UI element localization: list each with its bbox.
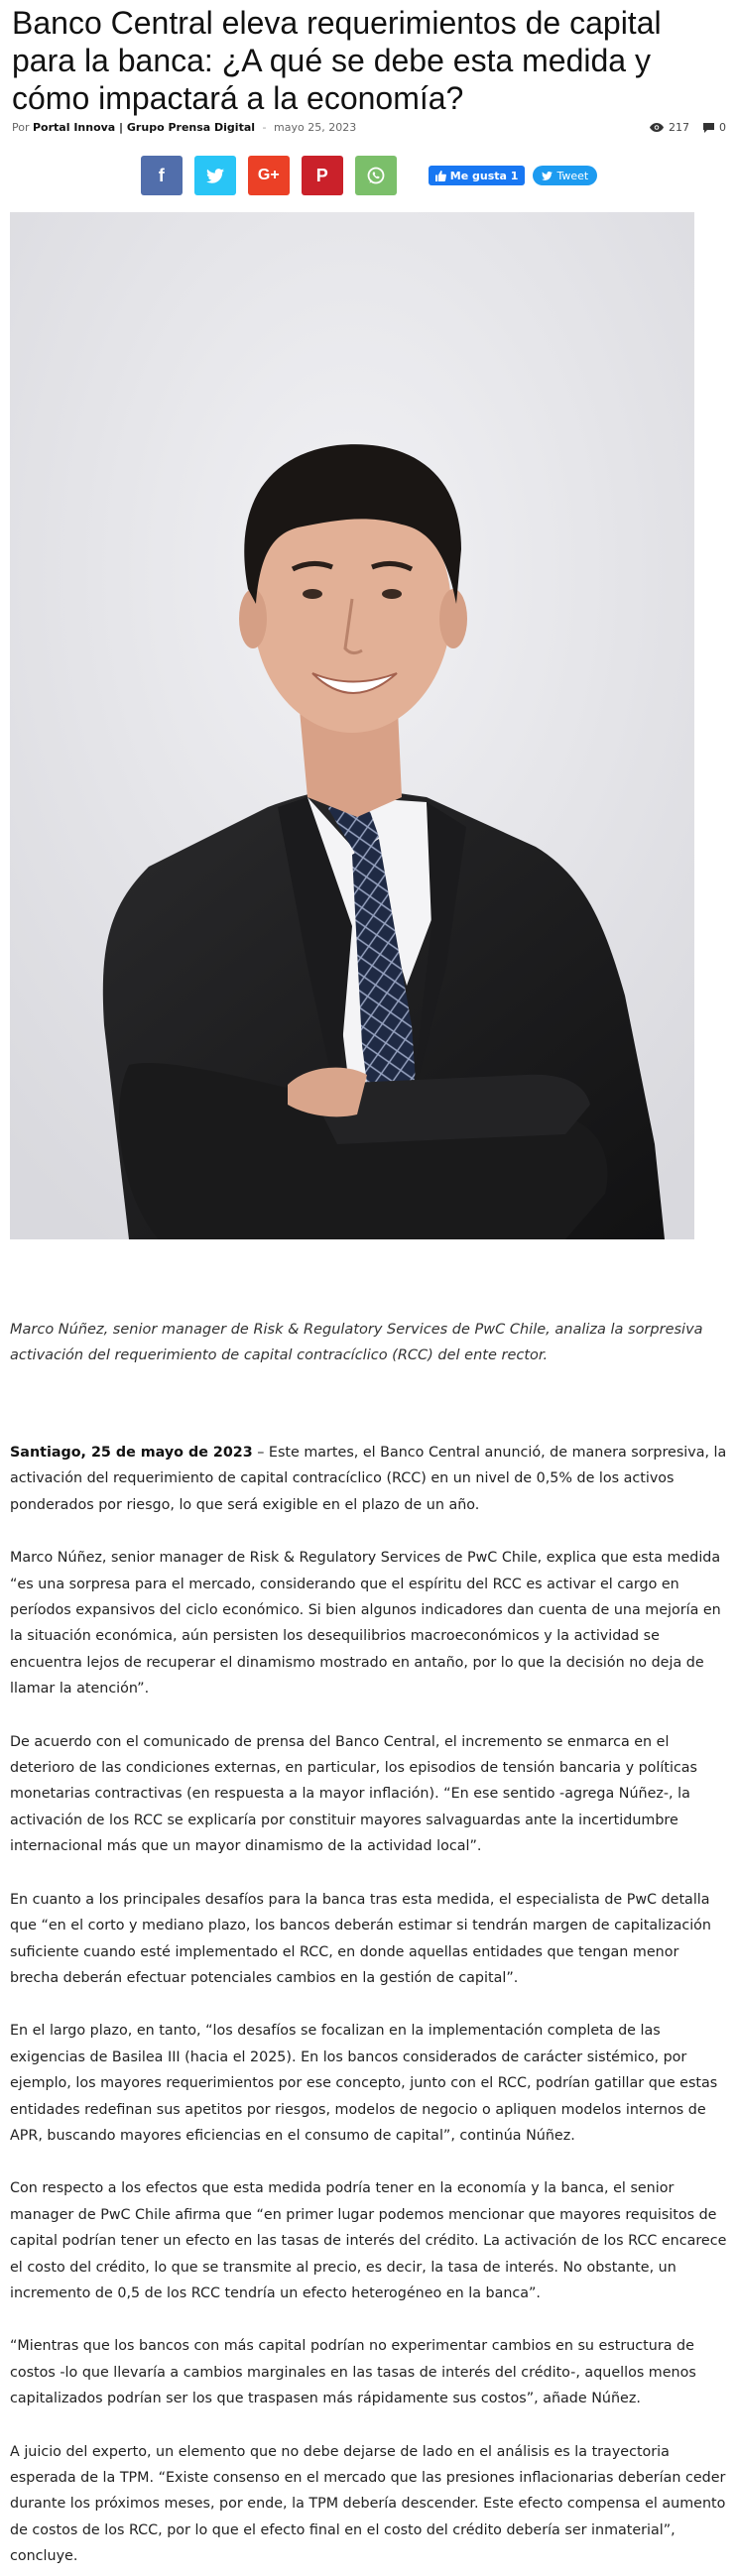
twitter-icon: [206, 169, 224, 183]
facebook-icon: f: [158, 165, 165, 185]
paragraph-3: De acuerdo con el comunicado de prensa del Banco Central, el incremento se enmarca en el deterioro de las condiciones externas, en particular, los episodios de tensión bancaria y políticas monetarias contractivas (en respuesta a la mayor inflación). “En ese sentido -agrega Núñez-, la activación de los RCC se explicaría por constituir mayores salvaguardas ante la incertidumbre internacional más que un mayor dinamismo de la actividad local”.: [10, 1733, 698, 1855]
by-label: Por: [12, 121, 30, 134]
google-plus-icon: G+: [257, 167, 280, 183]
views-counter: [650, 121, 689, 134]
like-label: Me gusta 1: [449, 169, 519, 182]
share-twitter-button[interactable]: [194, 156, 236, 195]
share-facebook-button[interactable]: [141, 156, 183, 195]
article-body: [10, 1440, 729, 2576]
paragraph-4: En cuanto a los principales desafíos para la banca tras esta medida, el especialista de PwC detalla que “en el corto y mediano plazo, los bancos deberán estimar si tendrán margen de capitalización suficiente cuando esté implementado el RCC, en donde aquellas entidades que tengan menor brecha deberán efectuar potenciales cambios en la gestión de capital”.: [10, 1891, 711, 1986]
facebook-like-button[interactable]: [429, 166, 526, 185]
eye-icon: [650, 123, 664, 132]
comment-icon: [703, 123, 714, 133]
portrait-image: [10, 212, 694, 1239]
paragraph-7: “Mientras que los bancos con más capital podrían no experimentar cambios en su estructura de costos -lo que llevaría a cambios marginales en las tasas de interés del crédito-, aquellos menos capitalizados podrían ser los que traspasen más rápidamente sus costos”, añade Núñez.: [10, 2338, 696, 2407]
paragraph-1-text: – Este martes, el Banco Central anunció, de manera sorpresiva, la activación del requerimiento de capital contracíclico (RCC) en un nivel de 0,5% de los activos ponderados por riesgo, lo que será exigible en el plazo de un año.: [10, 1445, 727, 1513]
article-meta: [12, 121, 726, 137]
share-bar: [0, 154, 738, 197]
dateline: Santiago, 25 de mayo de 2023: [10, 1445, 253, 1461]
thumbs-up-icon: [435, 171, 446, 181]
paragraph-8: A juicio del experto, un elemento que no debe dejarse de lado en el análisis es la trayectoria esperada de la TPM. “Existe consenso en el mercado que las presiones inflacionarias deberían ceder durante los próximos meses, por ende, la TPM debería descender. Este efecto compensa el aumento de costos de los RCC, por lo que el efecto final en el costo del crédito debería ser inmaterial”, concluye.: [10, 2443, 726, 2565]
paragraph-2: Marco Núñez, senior manager de Risk & Regulatory Services de PwC Chile, explica que esta medida “es una sorpresa para el mercado, considerando que el espíritu del RCC es activar el cargo en períodos expansivos del ciclo económico. Si bien algunos indicadores dan cuenta de una mejoría en la situación económica, aún persisten los desequilibrios macroeconómicos y la actividad se encuentra lejos de recuperar el dinamismo mostrado en antaño, por lo que la decisión no deja de llamar la atención”.: [10, 1550, 721, 1698]
tweet-button[interactable]: [533, 166, 597, 185]
meta-separator: -: [262, 121, 267, 134]
article-photo: [10, 212, 694, 1239]
comments-counter[interactable]: [703, 121, 726, 134]
share-googleplus-button[interactable]: [248, 156, 290, 195]
photo-caption: Marco Núñez, senior manager de Risk & Regulatory Services de PwC Chile, analiza la sorpresiva activación del requerimiento de capital contracíclico (RCC) del ente rector.: [10, 1322, 703, 1363]
author-link[interactable]: Portal Innova | Grupo Prensa Digital: [33, 121, 256, 134]
share-whatsapp-button[interactable]: [355, 156, 397, 195]
whatsapp-icon: [366, 166, 386, 185]
tweet-label: Tweet: [556, 169, 589, 182]
paragraph-5: En el largo plazo, en tanto, “los desafíos se focalizan en la implementación completa de las exigencias de Basilea III (hacia el 2025). En los bancos considerados de carácter sistémico, por ejemplo, los mayores requerimientos por ese concepto, junto con el RCC, podrían gatillar que estas entidades redefinan sus apetitos por riesgos, modelos de negocio o apliquen modelos internos de APR, buscando mayores eficiencias en el consumo de capital”, continúa Núñez.: [10, 2023, 718, 2144]
publish-date: mayo 25, 2023: [274, 121, 357, 134]
twitter-bird-icon: [542, 172, 553, 180]
share-pinterest-button[interactable]: [302, 156, 343, 195]
views-count: 217: [669, 121, 689, 134]
pinterest-icon: P: [315, 165, 328, 185]
paragraph-6: Con respecto a los efectos que esta medida podría tener en la economía y la banca, el senior manager de PwC Chile afirma que “en primer lugar podemos mencionar que mayores requisitos de capital podrían tener un efecto en las tasas de interés del crédito. La activación de los RCC encarece el costo del crédito, lo que se transmite al precio, es decir, la tasa de interés. No obstante, un incremento de 0,5 de los RCC tendría un efecto heterogéneo en la banca”.: [10, 2180, 727, 2301]
paragraph-1: [10, 1440, 729, 1518]
article-title: Banco Central eleva requerimientos de capital para la banca: ¿A qué se debe esta medida y cómo impactará a la economía?: [12, 5, 662, 116]
comments-count: 0: [719, 121, 726, 134]
meta-stats: [650, 121, 726, 134]
